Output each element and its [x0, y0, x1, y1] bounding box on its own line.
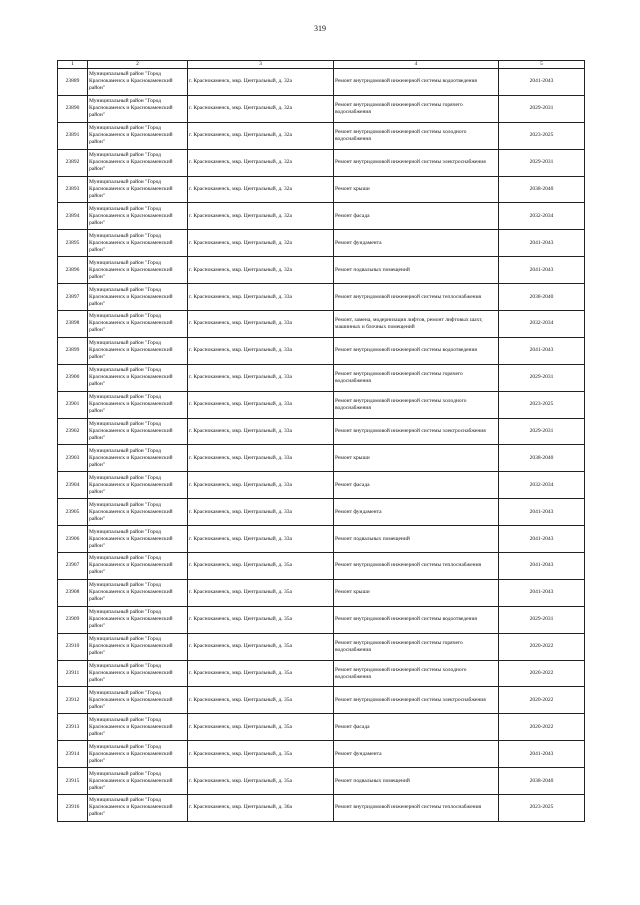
work-type-cell: Ремонт внутридомовой инженерной системы электроснабжения: [334, 418, 499, 445]
period-cell: 2041-2043: [499, 579, 585, 606]
period-cell: 2032-2034: [499, 472, 585, 499]
period-cell: 2041-2043: [499, 257, 585, 284]
municipality-cell: Муниципальный район "Город Краснокаменск и Краснокаменский район": [88, 418, 188, 445]
work-type-cell: Ремонт внутридомовой инженерной системы теплоснабжения: [334, 795, 499, 822]
municipality-cell: Муниципальный район "Город Краснокаменск и Краснокаменский район": [88, 579, 188, 606]
row-number: 23911: [58, 660, 88, 687]
municipality-cell: Муниципальный район "Город Краснокаменск и Краснокаменский район": [88, 95, 188, 122]
address-cell: г. Краснокаменск, мкр. Центральный, д. 32а: [188, 230, 334, 257]
municipality-cell: Муниципальный район "Город Краснокаменск и Краснокаменский район": [88, 687, 188, 714]
page-number: 319: [314, 24, 326, 33]
period-cell: 2029-2031: [499, 606, 585, 633]
table-row: [58, 445, 585, 472]
column-header-3: 3: [188, 61, 334, 69]
address-cell: г. Краснокаменск, мкр. Центральный, д. 33а: [188, 445, 334, 472]
work-type-cell: Ремонт подвальных помещений: [334, 526, 499, 553]
table-body: [58, 69, 585, 822]
work-type-cell: Ремонт внутридомовой инженерной системы холодного водоснабжения: [334, 122, 499, 149]
period-cell: 2032-2034: [499, 311, 585, 338]
municipality-cell: Муниципальный район "Город Краснокаменск и Краснокаменский район": [88, 391, 188, 418]
work-type-cell: Ремонт подвальных помещений: [334, 768, 499, 795]
period-cell: 2023-2025: [499, 795, 585, 822]
period-cell: 2029-2031: [499, 149, 585, 176]
municipality-cell: Муниципальный район "Город Краснокаменск и Краснокаменский район": [88, 364, 188, 391]
row-number: 23905: [58, 499, 88, 526]
municipality-cell: Муниципальный район "Город Краснокаменск и Краснокаменский район": [88, 795, 188, 822]
address-cell: г. Краснокаменск, мкр. Центральный, д. 33а: [188, 418, 334, 445]
work-type-cell: Ремонт фундамента: [334, 499, 499, 526]
row-number: 23912: [58, 687, 88, 714]
work-type-cell: Ремонт фасада: [334, 203, 499, 230]
work-type-cell: Ремонт внутридомовой инженерной системы теплоснабжения: [334, 284, 499, 311]
period-cell: 2041-2043: [499, 230, 585, 257]
work-type-cell: Ремонт, замена, модернизация лифтов, ремонт лифтовых шахт, машинных и блочных помещений: [334, 311, 499, 338]
address-cell: г. Краснокаменск, мкр. Центральный, д. 32а: [188, 149, 334, 176]
municipality-cell: Муниципальный район "Город Краснокаменск и Краснокаменский район": [88, 337, 188, 364]
work-type-cell: Ремонт фасада: [334, 472, 499, 499]
column-header-1: 1: [58, 61, 88, 69]
table-row: [58, 284, 585, 311]
address-cell: г. Краснокаменск, мкр. Центральный, д. 35а: [188, 741, 334, 768]
period-cell: 2023-2025: [499, 391, 585, 418]
period-cell: 2020-2022: [499, 714, 585, 741]
column-number-row: [58, 61, 585, 69]
address-cell: г. Краснокаменск, мкр. Центральный, д. 35а: [188, 606, 334, 633]
period-cell: 2041-2043: [499, 526, 585, 553]
table-row: [58, 687, 585, 714]
municipality-cell: Муниципальный район "Город Краснокаменск и Краснокаменский район": [88, 714, 188, 741]
table-row: [58, 606, 585, 633]
table-row: [58, 149, 585, 176]
address-cell: г. Краснокаменск, мкр. Центральный, д. 33а: [188, 284, 334, 311]
registry-table: [57, 60, 585, 822]
municipality-cell: Муниципальный район "Город Краснокаменск и Краснокаменский район": [88, 284, 188, 311]
work-type-cell: Ремонт крыши: [334, 445, 499, 472]
work-type-cell: Ремонт фасада: [334, 714, 499, 741]
address-cell: г. Краснокаменск, мкр. Центральный, д. 32а: [188, 95, 334, 122]
work-type-cell: Ремонт крыши: [334, 176, 499, 203]
period-cell: 2038-2040: [499, 176, 585, 203]
table-row: [58, 337, 585, 364]
row-number: 23893: [58, 176, 88, 203]
row-number: 23899: [58, 337, 88, 364]
column-header-2: 2: [88, 61, 188, 69]
period-cell: 2029-2031: [499, 364, 585, 391]
period-cell: 2041-2043: [499, 499, 585, 526]
municipality-cell: Муниципальный район "Город Краснокаменск и Краснокаменский район": [88, 149, 188, 176]
municipality-cell: Муниципальный район "Город Краснокаменск и Краснокаменский район": [88, 499, 188, 526]
municipality-cell: Муниципальный район "Город Краснокаменск и Краснокаменский район": [88, 660, 188, 687]
municipality-cell: Муниципальный район "Город Краснокаменск и Краснокаменский район": [88, 445, 188, 472]
address-cell: г. Краснокаменск, мкр. Центральный, д. 33а: [188, 311, 334, 338]
column-header-5: 5: [499, 61, 585, 69]
address-cell: г. Краснокаменск, мкр. Центральный, д. 33а: [188, 364, 334, 391]
row-number: 23889: [58, 69, 88, 96]
table-row: [58, 418, 585, 445]
address-cell: г. Краснокаменск, мкр. Центральный, д. 35а: [188, 768, 334, 795]
period-cell: 2038-2040: [499, 284, 585, 311]
table-row: [58, 741, 585, 768]
table-row: [58, 553, 585, 580]
row-number: 23890: [58, 95, 88, 122]
table-row: [58, 95, 585, 122]
table-row: [58, 311, 585, 338]
work-type-cell: Ремонт фундамента: [334, 741, 499, 768]
row-number: 23907: [58, 553, 88, 580]
work-type-cell: Ремонт внутридомовой инженерной системы водоотведения: [334, 69, 499, 96]
work-type-cell: Ремонт внутридомовой инженерной системы горячего водоснабжения: [334, 633, 499, 660]
municipality-cell: Муниципальный район "Город Краснокаменск и Краснокаменский район": [88, 741, 188, 768]
row-number: 23909: [58, 606, 88, 633]
address-cell: г. Краснокаменск, мкр. Центральный, д. 33а: [188, 499, 334, 526]
work-type-cell: Ремонт внутридомовой инженерной системы горячего водоснабжения: [334, 95, 499, 122]
period-cell: 2020-2022: [499, 660, 585, 687]
address-cell: г. Краснокаменск, мкр. Центральный, д. 36а: [188, 795, 334, 822]
municipality-cell: Муниципальный район "Город Краснокаменск и Краснокаменский район": [88, 606, 188, 633]
address-cell: г. Краснокаменск, мкр. Центральный, д. 33а: [188, 391, 334, 418]
address-cell: г. Краснокаменск, мкр. Центральный, д. 35а: [188, 633, 334, 660]
address-cell: г. Краснокаменск, мкр. Центральный, д. 35а: [188, 687, 334, 714]
table-row: [58, 768, 585, 795]
row-number: 23894: [58, 203, 88, 230]
work-type-cell: Ремонт внутридомовой инженерной системы водоотведения: [334, 337, 499, 364]
row-number: 23891: [58, 122, 88, 149]
period-cell: 2041-2043: [499, 337, 585, 364]
address-cell: г. Краснокаменск, мкр. Центральный, д. 32а: [188, 69, 334, 96]
row-number: 23908: [58, 579, 88, 606]
row-number: 23895: [58, 230, 88, 257]
work-type-cell: Ремонт фундамента: [334, 230, 499, 257]
address-cell: г. Краснокаменск, мкр. Центральный, д. 33а: [188, 472, 334, 499]
address-cell: г. Краснокаменск, мкр. Центральный, д. 35а: [188, 553, 334, 580]
work-type-cell: Ремонт крыши: [334, 579, 499, 606]
period-cell: 2020-2022: [499, 687, 585, 714]
table-row: [58, 176, 585, 203]
work-type-cell: Ремонт внутридомовой инженерной системы горячего водоснабжения: [334, 364, 499, 391]
municipality-cell: Муниципальный район "Город Краснокаменск и Краснокаменский район": [88, 122, 188, 149]
municipality-cell: Муниципальный район "Город Краснокаменск и Краснокаменский район": [88, 768, 188, 795]
period-cell: 2041-2043: [499, 553, 585, 580]
row-number: 23903: [58, 445, 88, 472]
work-type-cell: Ремонт внутридомовой инженерной системы водоотведения: [334, 606, 499, 633]
municipality-cell: Муниципальный район "Город Краснокаменск и Краснокаменский район": [88, 257, 188, 284]
row-number: 23901: [58, 391, 88, 418]
row-number: 23906: [58, 526, 88, 553]
column-header-4: 4: [334, 61, 499, 69]
table-row: [58, 257, 585, 284]
municipality-cell: Муниципальный район "Город Краснокаменск и Краснокаменский район": [88, 69, 188, 96]
period-cell: 2038-2040: [499, 445, 585, 472]
address-cell: г. Краснокаменск, мкр. Центральный, д. 33а: [188, 337, 334, 364]
table-row: [58, 203, 585, 230]
municipality-cell: Муниципальный район "Город Краснокаменск и Краснокаменский район": [88, 203, 188, 230]
work-type-cell: Ремонт подвальных помещений: [334, 257, 499, 284]
table-row: [58, 230, 585, 257]
table-row: [58, 364, 585, 391]
municipality-cell: Муниципальный район "Город Краснокаменск и Краснокаменский район": [88, 553, 188, 580]
period-cell: 2020-2022: [499, 633, 585, 660]
row-number: 23914: [58, 741, 88, 768]
table-row: [58, 714, 585, 741]
row-number: 23896: [58, 257, 88, 284]
row-number: 23913: [58, 714, 88, 741]
table-row: [58, 526, 585, 553]
row-number: 23897: [58, 284, 88, 311]
table-row: [58, 122, 585, 149]
row-number: 23904: [58, 472, 88, 499]
table-row: [58, 633, 585, 660]
row-number: 23916: [58, 795, 88, 822]
address-cell: г. Краснокаменск, мкр. Центральный, д. 35а: [188, 714, 334, 741]
period-cell: 2038-2040: [499, 768, 585, 795]
address-cell: г. Краснокаменск, мкр. Центральный, д. 32а: [188, 203, 334, 230]
row-number: 23902: [58, 418, 88, 445]
work-type-cell: Ремонт внутридомовой инженерной системы теплоснабжения: [334, 553, 499, 580]
work-type-cell: Ремонт внутридомовой инженерной системы электроснабжения: [334, 149, 499, 176]
table-row: [58, 391, 585, 418]
table-row: [58, 660, 585, 687]
table-row: [58, 472, 585, 499]
work-type-cell: Ремонт внутридомовой инженерной системы холодного водоснабжения: [334, 391, 499, 418]
row-number: 23900: [58, 364, 88, 391]
row-number: 23898: [58, 311, 88, 338]
period-cell: 2029-2031: [499, 95, 585, 122]
period-cell: 2041-2043: [499, 741, 585, 768]
period-cell: 2029-2031: [499, 418, 585, 445]
row-number: 23910: [58, 633, 88, 660]
table-row: [58, 579, 585, 606]
municipality-cell: Муниципальный район "Город Краснокаменск и Краснокаменский район": [88, 311, 188, 338]
address-cell: г. Краснокаменск, мкр. Центральный, д. 32а: [188, 257, 334, 284]
table-row: [58, 795, 585, 822]
municipality-cell: Муниципальный район "Город Краснокаменск и Краснокаменский район": [88, 526, 188, 553]
work-type-cell: Ремонт внутридомовой инженерной системы электроснабжения: [334, 687, 499, 714]
address-cell: г. Краснокаменск, мкр. Центральный, д. 35а: [188, 579, 334, 606]
address-cell: г. Краснокаменск, мкр. Центральный, д. 32а: [188, 176, 334, 203]
table-row: [58, 499, 585, 526]
period-cell: 2023-2025: [499, 122, 585, 149]
municipality-cell: Муниципальный район "Город Краснокаменск и Краснокаменский район": [88, 176, 188, 203]
municipality-cell: Муниципальный район "Город Краснокаменск и Краснокаменский район": [88, 633, 188, 660]
period-cell: 2032-2034: [499, 203, 585, 230]
row-number: 23892: [58, 149, 88, 176]
table-row: [58, 69, 585, 96]
municipality-cell: Муниципальный район "Город Краснокаменск и Краснокаменский район": [88, 230, 188, 257]
row-number: 23915: [58, 768, 88, 795]
address-cell: г. Краснокаменск, мкр. Центральный, д. 33а: [188, 526, 334, 553]
work-type-cell: Ремонт внутридомовой инженерной системы холодного водоснабжения: [334, 660, 499, 687]
address-cell: г. Краснокаменск, мкр. Центральный, д. 35а: [188, 660, 334, 687]
municipality-cell: Муниципальный район "Город Краснокаменск и Краснокаменский район": [88, 472, 188, 499]
period-cell: 2041-2043: [499, 69, 585, 96]
address-cell: г. Краснокаменск, мкр. Центральный, д. 32а: [188, 122, 334, 149]
